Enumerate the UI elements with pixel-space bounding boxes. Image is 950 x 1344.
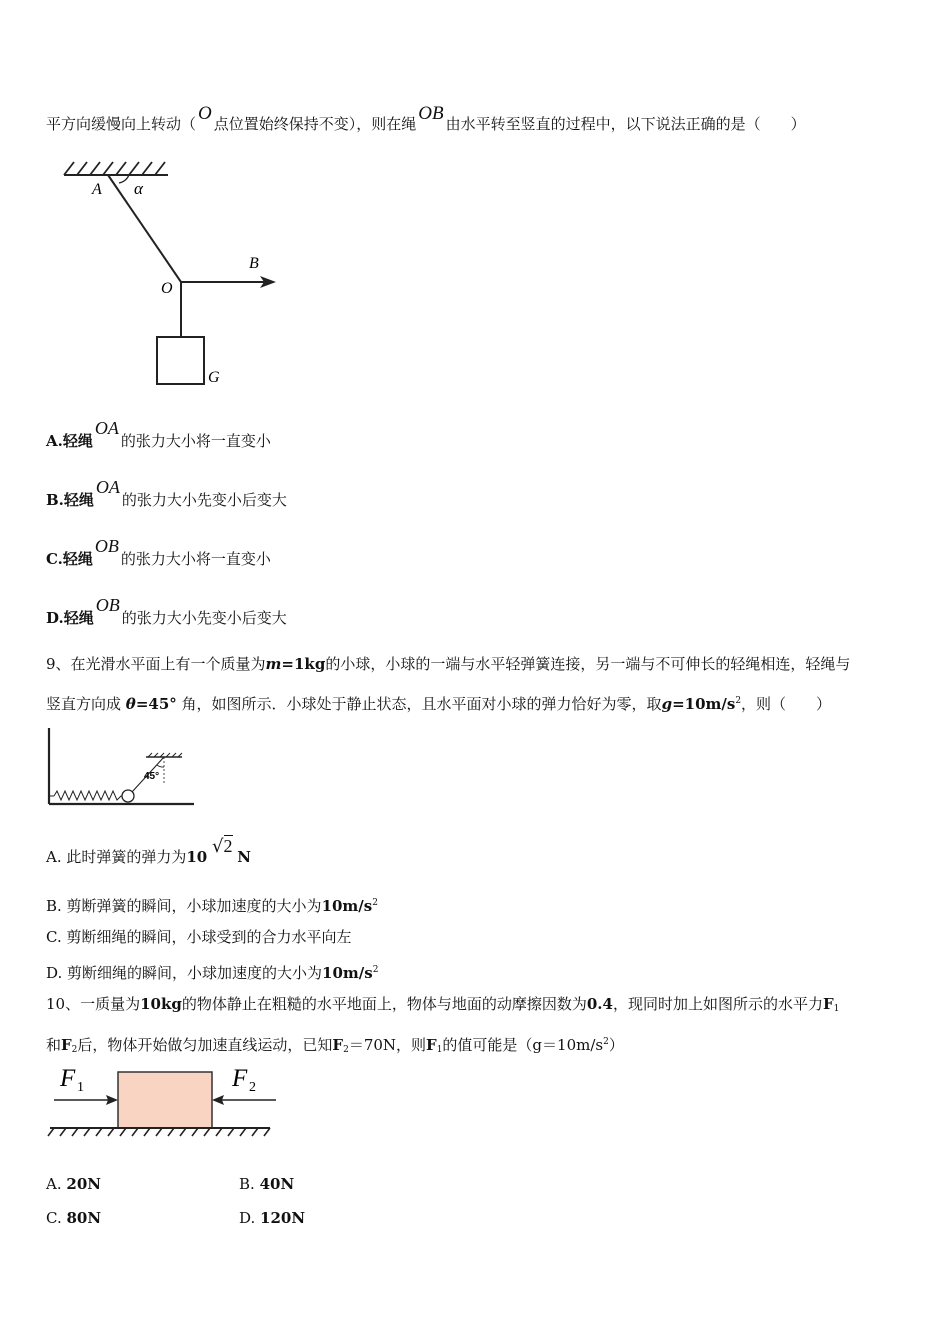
q10-text-2a: 和 [46, 1036, 62, 1054]
q9-opt-b-text: B. 剪断弹簧的瞬间，小球加速度的大小为 [46, 897, 322, 915]
option-pre: 轻绳 [62, 432, 93, 450]
option-key: B. [239, 1175, 255, 1193]
fig-f2-label: F [232, 1065, 248, 1092]
q9-var-g: g [661, 695, 673, 713]
q9-opt-a-num: 10 [186, 848, 208, 866]
q10-sup: 2 [603, 1037, 609, 1047]
q10-text-1b: 10kg [140, 995, 182, 1013]
q10-f2b-sub: 2 [343, 1045, 349, 1055]
q9-text-2a: 竖直方向成 [46, 695, 122, 713]
q10-text-2b: 后，物体开始做匀加速直线运动，已知 [77, 1036, 333, 1054]
q9-text-1a: 9、在光滑水平面上有一个质量为 [46, 655, 266, 673]
q10-f2b: F [332, 1036, 344, 1054]
q8-figure [40, 150, 290, 395]
q10-text-2d: 的值可能是（g＝10m/s [442, 1036, 604, 1054]
q10-option-a [46, 1174, 101, 1194]
q10-text-2e: ） [608, 1036, 624, 1054]
q8-option-c [46, 536, 271, 569]
q8-option-a [46, 418, 271, 451]
option-post: 的张力大小先变小后变大 [121, 491, 287, 509]
q10-stem-line-1 [46, 994, 839, 1019]
label-alpha: α [134, 179, 143, 198]
q9-opt-d-sup: 2 [372, 965, 379, 975]
q9-opt-d-text: D. 剪断细绳的瞬间，小球加速度的大小为 [46, 964, 323, 982]
option-pre: 轻绳 [62, 550, 93, 568]
ceiling-hatch [64, 162, 165, 175]
label-g: G [208, 369, 220, 386]
q9-figure [46, 726, 196, 808]
option-key: D. [46, 609, 64, 627]
fig-f1-label: F [60, 1065, 76, 1092]
q9-text-2b: =45° [135, 695, 177, 713]
q9-option-a [46, 836, 252, 867]
q8-var-o: O [198, 103, 212, 124]
fig-f2-sub: 2 [249, 1080, 256, 1095]
q10-text-2c: ＝70N，则 [348, 1036, 427, 1054]
q9-option-b [46, 893, 378, 916]
option-key: A. [46, 1175, 62, 1193]
option-val: 20N [66, 1175, 101, 1193]
option-val: 120N [260, 1209, 306, 1227]
q10-option-b [239, 1174, 294, 1194]
q9-option-d [46, 960, 378, 983]
q9-angle-label: 45° [144, 771, 160, 782]
q9-opt-b-val: 10m/s [321, 897, 373, 915]
q10-f1: F [823, 995, 834, 1013]
q10-f2-sub: 2 [71, 1045, 78, 1055]
q10-stem-line-2 [46, 1032, 624, 1060]
q8-stem-text-2: 点位置始终保持不变），则在绳 [213, 115, 417, 133]
rope-oa [108, 175, 181, 282]
sqrt-icon: √2 [212, 836, 233, 857]
q8-stem-text-3: 由水平转至竖直的过程中，以下说法正确的是（ ） [445, 115, 806, 133]
q9-stem-line-1 [46, 654, 850, 674]
option-var: OA [95, 477, 120, 497]
spring-icon [54, 791, 122, 800]
q9-option-c [46, 927, 351, 947]
option-key: C. [46, 1209, 62, 1227]
q10-text-1d: 0.4 [586, 995, 613, 1013]
q9-text-1b: =1kg [281, 655, 326, 673]
option-pre: 轻绳 [63, 491, 94, 509]
q9-stem-line-2 [46, 691, 831, 714]
q8-var-ob: OB [418, 103, 444, 124]
option-var: OB [95, 595, 120, 615]
weight-box [157, 337, 204, 384]
q8-stem [46, 103, 806, 134]
fig-f1-sub: 1 [77, 1080, 84, 1095]
option-key: A. [46, 432, 63, 450]
option-post: 的张力大小先变小后变大 [121, 609, 287, 627]
q9-var-theta: θ [125, 695, 136, 713]
label-b: B [249, 255, 259, 272]
q9-sup: 2 [735, 696, 742, 706]
q9-opt-a-text: A. 此时弹簧的弹力为 [46, 848, 187, 866]
q9-text-2d: =10m/s [672, 695, 736, 713]
q10-option-d [239, 1208, 305, 1228]
q10-figure [46, 1060, 276, 1142]
q10-text-1a: 10、一质量为 [46, 995, 141, 1013]
option-pre: 轻绳 [63, 609, 94, 627]
q8-option-b [46, 477, 287, 510]
sqrt-radicand: 2 [223, 836, 233, 856]
label-a: A [92, 181, 102, 198]
q8-option-d [46, 595, 287, 628]
q9-opt-b-sup: 2 [372, 898, 378, 908]
q10-f1b-sub: 1 [436, 1045, 443, 1055]
option-val: 40N [259, 1175, 295, 1193]
option-var: OA [94, 418, 119, 438]
option-val: 80N [66, 1209, 102, 1227]
option-key: C. [46, 550, 63, 568]
q10-f1b: F [426, 1036, 437, 1054]
option-var: OB [94, 536, 119, 556]
q10-f2: F [61, 1036, 72, 1054]
q9-text-1c: 的小球，小球的一端与水平轻弹簧连接，另一端与不可伸长的轻绳相连，轻绳与 [325, 655, 851, 673]
ground-hatch [48, 1128, 270, 1136]
q10-option-c [46, 1208, 101, 1228]
q9-opt-d-val: 10m/s [322, 964, 373, 982]
label-o: O [161, 280, 173, 297]
block [118, 1072, 212, 1128]
q9-text-2e: ，则（ ） [741, 695, 832, 713]
q9-text-2c: 角，如图所示．小球处于静止状态，且水平面对小球的弹力恰好为零，取 [181, 695, 662, 713]
option-key: D. [239, 1209, 256, 1227]
q9-opt-c-text: C. 剪断细绳的瞬间，小球受到的合力水平向左 [46, 928, 352, 946]
q8-stem-text-1: 平方向缓慢向上转动（ [46, 115, 197, 133]
q9-var-m: m [265, 655, 282, 673]
q10-text-1c: 的物体静止在粗糙的水平地面上，物体与地面的动摩擦因数为 [181, 995, 587, 1013]
option-key: B. [46, 491, 64, 509]
q9-opt-a-unit: N [237, 848, 252, 866]
option-post: 的张力大小将一直变小 [120, 550, 271, 568]
q10-f1-sub: 1 [833, 1004, 840, 1014]
q10-text-1e: ，现同时加上如图所示的水平力 [612, 995, 823, 1013]
option-post: 的张力大小将一直变小 [120, 432, 271, 450]
